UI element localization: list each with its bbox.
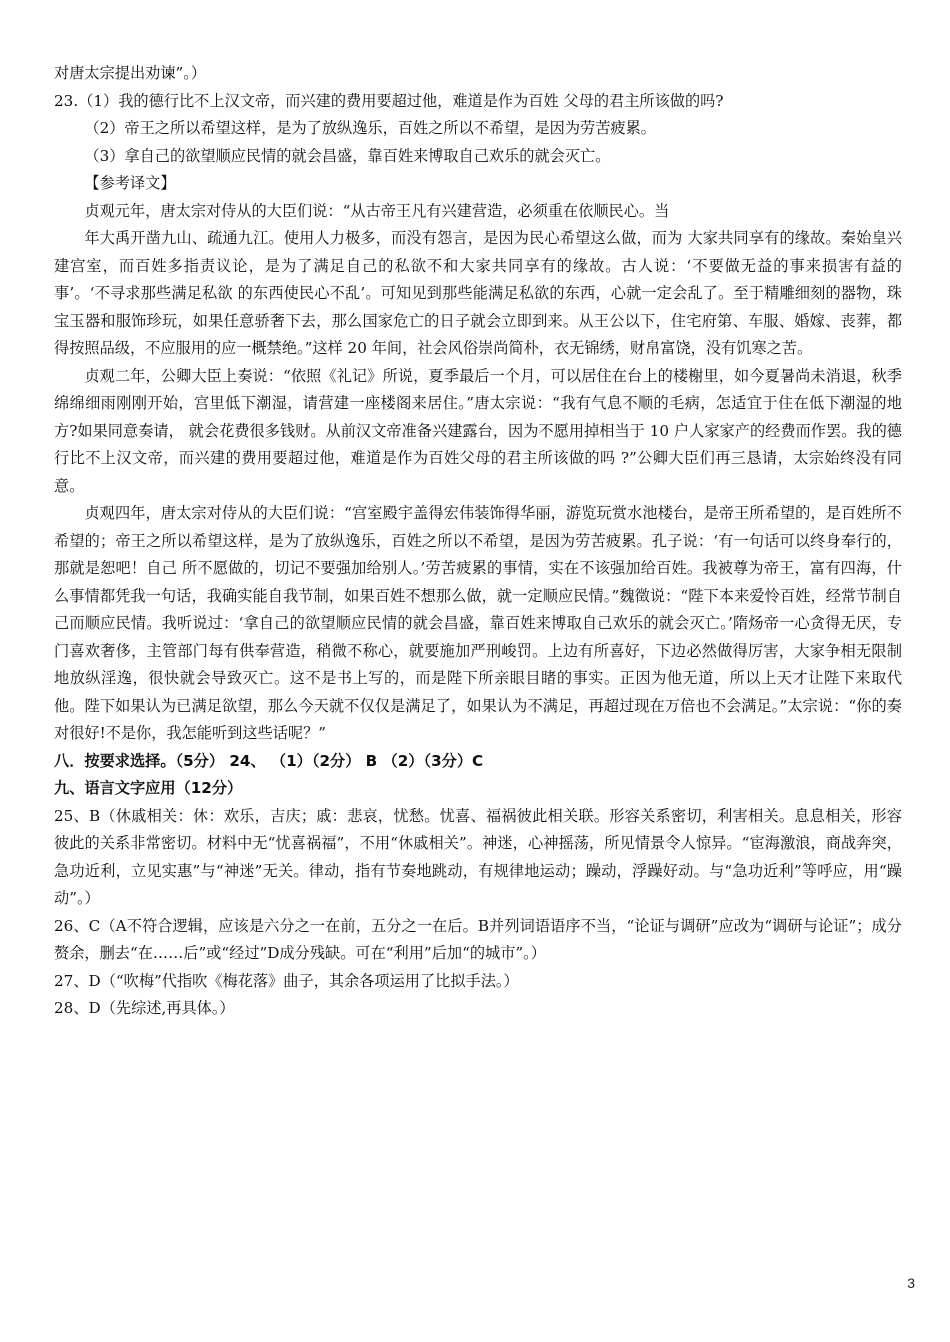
- answer-26: 26、C（A不符合逻辑，应该是六分之一在前，五分之一在后。B并列词语语序不当，“论证与调研”应改为“调研与论证”；成分赘余，删去“在……后”或“经过”D成分残缺。可在“利用”后加“的城市”。）: [54, 916, 902, 962]
- translation-paragraph-1-opening: 贞观元年，唐太宗对侍从的大臣们说：“从古帝王凡有兴建营造，必须重在依顺民心。当: [84, 201, 670, 220]
- section-9-heading: 九、语言文字应用（12分）: [54, 779, 243, 797]
- translation-paragraph-1: 年大禹开凿九山、疏通九江。使用人力极多，而没有怨言，是因为民心希望这么做，而为 大家共同享有的缘故。秦始皇兴建宫室，而百姓多指责议论，是为了满足自己的私欲不和大家共同享有的缘故。古人说：‘不要做无益的事来损害有益的事’。‘不寻求那些满足私欲 的东西使民心不乱’。可知见到那些能满足私欲的东西，心就一定会乱了。至于精雕细刻的器物，珠宝玉器和服饰珍玩，如果任意骄奢下去，那么国家危亡的日子就会立即到来。从王公以下，住宅府第、车服、婚嫁、丧葬，都得按照品级，不应服用的应一概禁绝。”这样 20 年间，社会风俗崇尚简朴，衣无锦绣，财帛富饶，没有饥寒之苦。: [54, 229, 902, 357]
- reference-translation-title: 【参考译文】: [84, 174, 176, 192]
- answer-23-1: 23.（1）我的德行比不上汉文帝，而兴建的费用要超过他，难道是作为百姓 父母的君主所该做的吗?: [54, 91, 724, 110]
- section-8-heading: 八．按要求选择。（5分） 24、 （1）（2分） B （2）（3分）C: [54, 751, 484, 770]
- answer-27: 27、D（“吹梅”代指吹《梅花落》曲子，其余各项运用了比拟手法。）: [54, 971, 519, 990]
- continuation-line: 对唐太宗提出劝谏”。）: [54, 64, 207, 82]
- answer-28: 28、D（先综述,再具体。）: [54, 999, 235, 1017]
- answer-25: 25、B（休戚相关：休：欢乐，吉庆；戚：悲哀，忧愁。忧喜、福祸彼此相关联。形容关系密切，利害相关。息息相关，形容彼此的关系非常密切。材料中无“忧喜祸福”，不用“休戚相关”。神迷，心神摇荡，所见情景令人惊异。“宦海激浪，商战奔突，急功近利，立见实惠”与“神迷”无关。律动，指有节奏地跳动，有规律地运动；躁动，浮躁好动。与“急功近利”等呼应，用“躁动”。）: [54, 806, 902, 907]
- page-number: 3: [907, 1275, 915, 1291]
- page-content: [54, 60, 902, 1023]
- answer-23-3: （3）拿自己的欲望顺应民情的就会昌盛，靠百姓来博取自己欢乐的就会灭亡。: [84, 146, 611, 165]
- translation-paragraph-3: 贞观四年，唐太宗对侍从的大臣们说：“宫室殿宇盖得宏伟装饰得华丽，游览玩赏水池楼台，是帝王所希望的，是百姓所不希望的；帝王之所以希望这样，是为了放纵逸乐，百姓之所以不希望，是因为劳苦疲累。孔子说：‘有一句话可以终身奉行的，那就是恕吧！自己 所不愿做的，切记不要强加给别人。’劳苦疲累的事情，实在不该强加给百姓。我被尊为帝王，富有四海，什么事情都凭我一句话，我确实能自我节制，如果百姓不想那么做，就一定顺应民情。”魏徵说：“陛下本来爱怜百姓，经常节制自己而顺应民情。我听说过：‘拿自己的欲望顺应民情的就会昌盛，靠百姓来博取自己欢乐的就会灭亡。’隋炀帝一心贪得无厌，专门喜欢奢侈，主管部门每有供奉营造，稍微不称心，就要施加严刑峻罚。上边有所喜好，下边必然做得厉害，大家争相无限制地放纵淫逸，很快就会导致灭亡。这不是书上写的，而是陛下所亲眼目睹的事实。正因为他无道，所以上天才让陛下来取代他。陛下如果认为已满足欲望，那么今天就不仅仅是满足了，如果认为不满足，再超过现在万倍也不会满足。”太宗说：“你的奏对很好!不是你，我怎能听到这些话呢？”: [54, 504, 902, 742]
- answer-23-2: （2）帝王之所以希望这样，是为了放纵逸乐，百姓之所以不希望，是因为劳苦疲累。: [84, 119, 656, 137]
- translation-paragraph-2: 贞观二年，公卿大臣上奏说：“依照《礼记》所说，夏季最后一个月，可以居住在台上的楼榭里，如今夏暑尚未消退，秋季绵绵细雨刚刚开始，宫里低下潮湿，请营建一座楼阁来居住。”唐太宗说：“我有气息不顺的毛病，怎适宜于住在低下潮湿的地方?如果同意奏请， 就会花费很多钱财。从前汉文帝准备兴建露台，因为不愿用掉相当于 10 户人家家产的经费而作罢。我的德行比不上汉文帝，而兴建的费用要超过他，难道是作为百姓父母的君主所该做的吗 ?”公卿大臣们再三恳请，太宗始终没有同意。: [54, 366, 902, 495]
